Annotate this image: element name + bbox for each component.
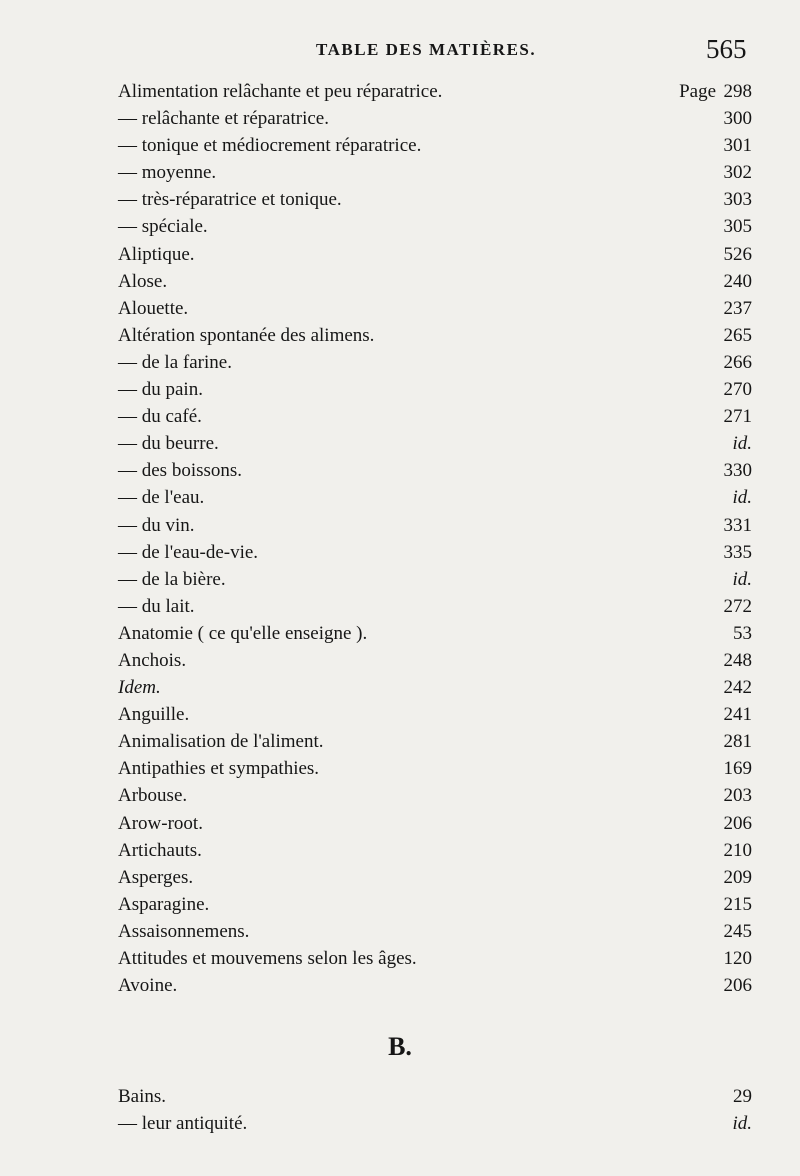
index-entry — [118, 1083, 758, 1110]
entry-term: — du beurre. — [118, 433, 219, 455]
section-heading-b: B. — [388, 1032, 412, 1061]
entry-term: Aliptique. — [118, 243, 195, 265]
entry-term: Attitudes et mouvemens selon les âges. — [118, 948, 417, 969]
index-entry — [118, 159, 758, 186]
index-entry — [118, 403, 758, 430]
entry-page: 245 — [723, 920, 752, 942]
entry-page: id. — [732, 568, 752, 590]
index-entry — [118, 1110, 758, 1137]
entry-page: 240 — [723, 270, 752, 292]
index-entries — [118, 78, 758, 999]
entry-page: 300 — [723, 108, 752, 130]
entry-term: Altération spontanée des alimens. — [118, 324, 375, 346]
entry-term: — moyenne. — [118, 162, 217, 184]
index-entry — [118, 864, 758, 891]
entry-page: 301 — [723, 135, 752, 157]
entry-term: Anatomie ( ce qu'elle enseigne ). — [118, 622, 368, 644]
entry-term: Idem. — [118, 677, 161, 699]
entry-page: 248 — [723, 649, 752, 671]
index-entry — [118, 376, 758, 403]
entry-term: — du café. — [118, 406, 202, 428]
index-entry — [118, 972, 758, 999]
entry-page: 526 — [723, 243, 752, 265]
entry-page: 169 — [723, 758, 752, 780]
index-entry — [118, 566, 758, 593]
entry-term: — de la farine. — [118, 351, 232, 373]
entry-term: — de l'eau-de-vie. — [118, 541, 259, 563]
entry-page: 53 — [733, 622, 752, 644]
entry-page: 215 — [723, 893, 752, 915]
index-entry — [118, 213, 758, 240]
index-entry — [118, 539, 758, 566]
index-entry — [118, 268, 758, 295]
entry-term: — du lait. — [118, 595, 195, 617]
index-entry — [118, 810, 758, 837]
entry-term: — tonique et médiocrement réparatrice. — [118, 135, 422, 157]
entry-page: 29 — [733, 1086, 752, 1107]
index-entry — [118, 674, 758, 701]
entry-term: — de l'eau. — [118, 487, 205, 509]
entry-term: Alimentation relâchante et peu réparatrice. — [118, 81, 443, 102]
index-entry — [118, 349, 758, 376]
index-entry — [118, 918, 758, 945]
entry-page: 302 — [723, 162, 752, 184]
entry-page: 298 — [723, 81, 752, 102]
entry-page: 305 — [723, 216, 752, 238]
entry-term: Assaisonnemens. — [118, 920, 250, 942]
index-entry — [118, 593, 758, 620]
entry-term: — du vin. — [118, 514, 195, 536]
index-entry — [118, 322, 758, 349]
index-entry — [118, 78, 758, 105]
entry-page: 335 — [723, 541, 752, 563]
entry-page: 203 — [723, 785, 752, 807]
entry-page: 281 — [723, 731, 752, 753]
entry-page: 330 — [723, 460, 752, 482]
entry-page: 120 — [723, 948, 752, 969]
entry-page: 270 — [723, 379, 752, 401]
index-entry — [118, 512, 758, 539]
entry-page: 206 — [723, 975, 752, 997]
entry-term: Asperges. — [118, 866, 194, 888]
entry-term: Arow-root. — [118, 812, 203, 834]
section-b-entries — [118, 1083, 758, 1137]
entry-page: 272 — [723, 595, 752, 617]
index-entry — [118, 457, 758, 484]
entry-page: 241 — [723, 704, 752, 726]
page-label: Page — [679, 81, 716, 102]
entry-page: 210 — [723, 839, 752, 861]
index-entry — [118, 945, 758, 972]
entry-term: Arbouse. — [118, 785, 188, 807]
entry-term: Animalisation de l'aliment. — [118, 731, 324, 753]
entry-term: — du pain. — [118, 379, 203, 401]
entry-page: 331 — [723, 514, 752, 536]
entry-term: Alouette. — [118, 297, 189, 319]
running-title: TABLE DES MATIÈRES. — [316, 40, 537, 59]
entry-page: 209 — [723, 866, 752, 888]
entry-term: — leur antiquité. — [118, 1113, 248, 1135]
entry-term: Anguille. — [118, 704, 190, 726]
index-entry — [118, 620, 758, 647]
index-entry — [118, 647, 758, 674]
entry-page: 266 — [723, 351, 752, 373]
entry-page: 206 — [723, 812, 752, 834]
index-entry — [118, 186, 758, 213]
index-entry — [118, 484, 758, 511]
entry-term: — très-réparatrice et tonique. — [118, 189, 342, 211]
entry-term: Asparagine. — [118, 893, 210, 915]
entry-term: — relâchante et réparatrice. — [118, 108, 329, 130]
entry-page: 265 — [723, 324, 752, 346]
index-entry — [118, 782, 758, 809]
index-entry — [118, 755, 758, 782]
index-entry — [118, 701, 758, 728]
index-entry — [118, 891, 758, 918]
entry-term: — de la bière. — [118, 568, 226, 590]
entry-page: 271 — [723, 406, 752, 428]
entry-page: id. — [732, 487, 752, 509]
entry-term: Bains. — [118, 1086, 167, 1107]
index-entry — [118, 837, 758, 864]
index-entry — [118, 430, 758, 457]
index-entry — [118, 105, 758, 132]
entry-page: 237 — [723, 297, 752, 319]
entry-term: — des boissons. — [118, 460, 243, 482]
index-entry — [118, 728, 758, 755]
entry-page: id. — [732, 1113, 752, 1135]
entry-term: Avoine. — [118, 975, 178, 997]
entry-term: Antipathies et sympathies. — [118, 758, 320, 780]
entry-term: Artichauts. — [118, 839, 202, 861]
entry-page: 303 — [723, 189, 752, 211]
index-entry — [118, 295, 758, 322]
entry-term: Alose. — [118, 270, 168, 292]
entry-page: id. — [732, 433, 752, 455]
index-entry — [118, 241, 758, 268]
entry-term: Anchois. — [118, 649, 187, 671]
page-number: 565 — [706, 34, 747, 64]
index-entry — [118, 132, 758, 159]
entry-term: — spéciale. — [118, 216, 208, 238]
page-header — [0, 36, 800, 76]
entry-page: 242 — [723, 677, 752, 699]
